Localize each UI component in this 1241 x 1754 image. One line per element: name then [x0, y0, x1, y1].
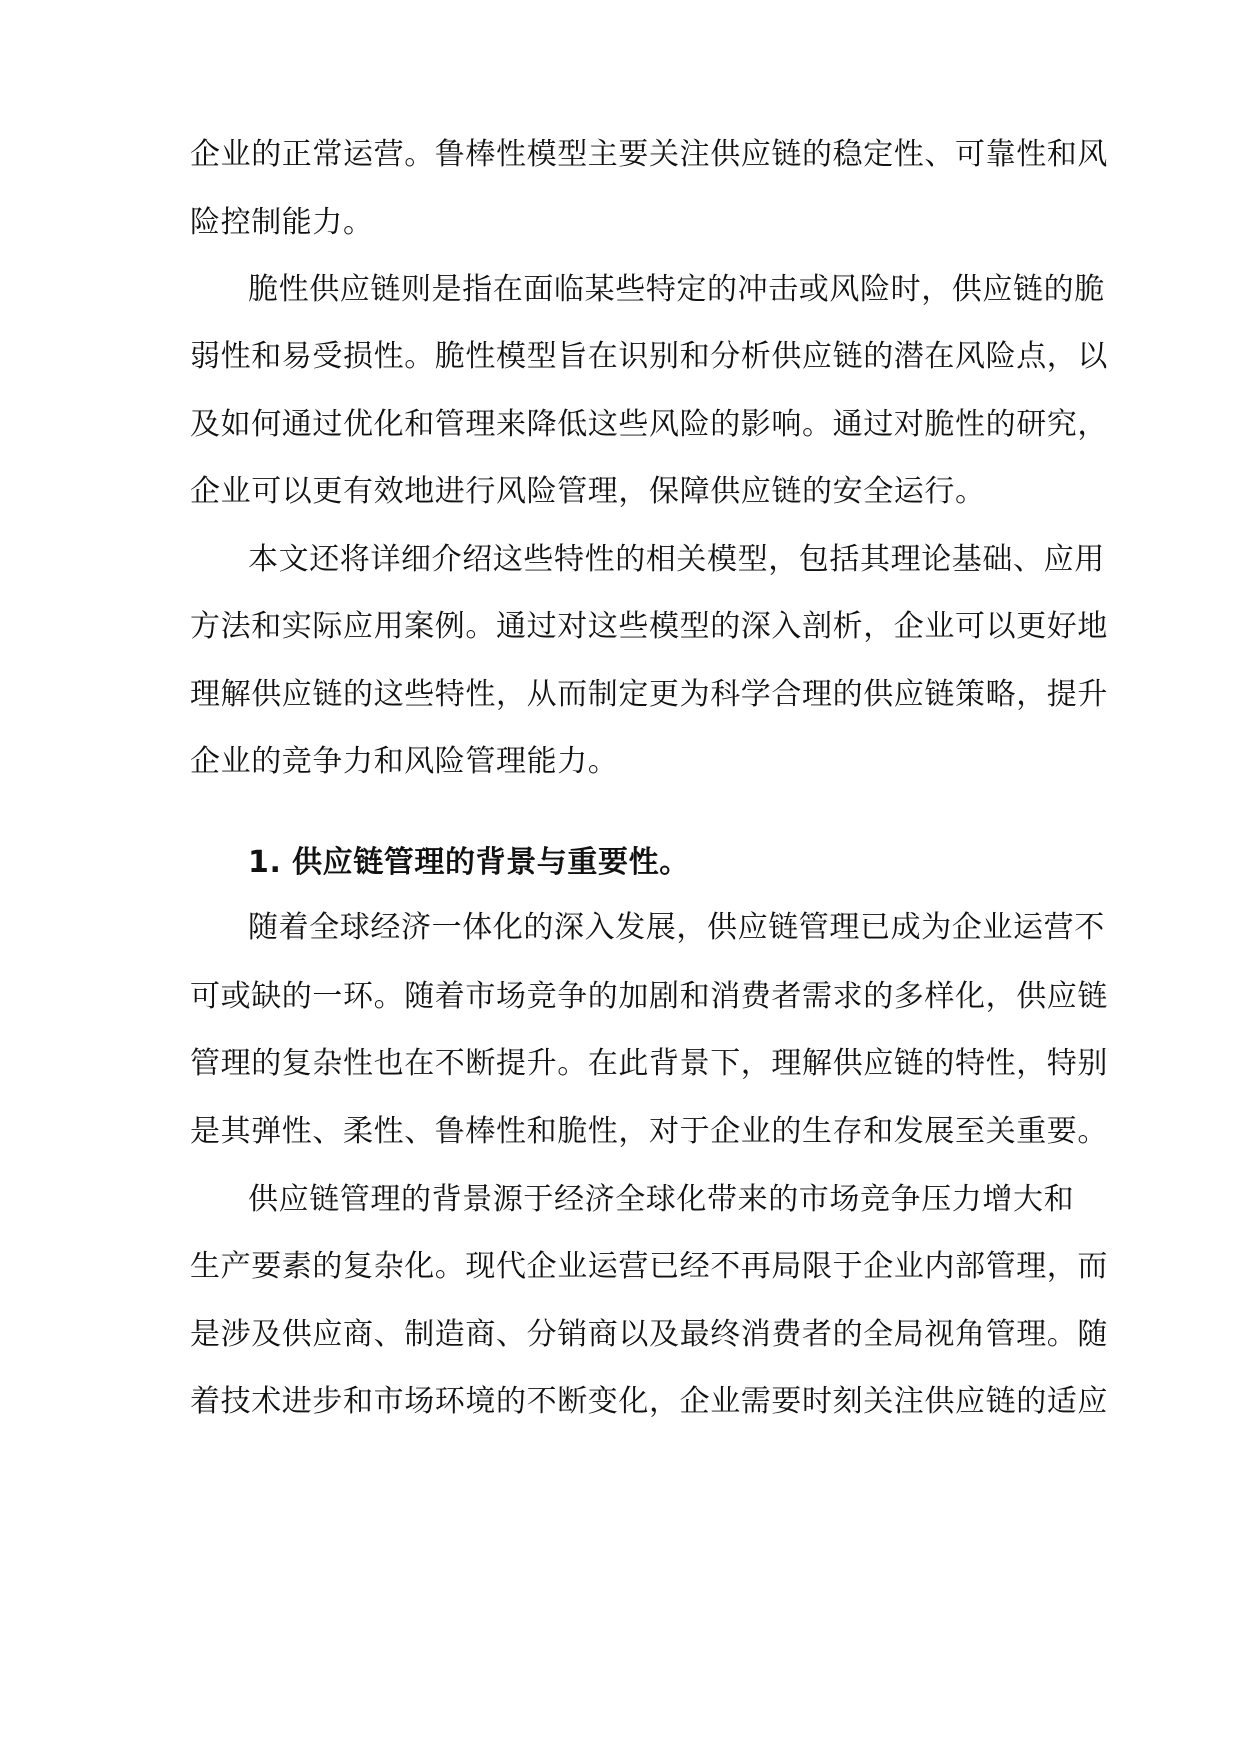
paragraph-4-line-3: 管理的复杂性也在不断提升。在此背景下，理解供应链的特性，特别 [190, 1046, 1108, 1081]
paragraph-2-line-4: 企业可以更有效地进行风险管理，保障供应链的安全运行。 [190, 474, 986, 509]
paragraph-5-line-2: 生产要素的复杂化。现代企业运营已经不再局限于企业内部管理，而 [190, 1249, 1108, 1284]
paragraph-2-line-1: 脆性供应链则是指在面临某些特定的冲击或风险时，供应链的脆 [248, 272, 1105, 307]
section-number: 1. [248, 845, 282, 880]
paragraph-3-line-1: 本文还将详细介绍这些特性的相关模型，包括其理论基础、应用 [248, 542, 1105, 577]
paragraph-4-line-2: 可或缺的一环。随着市场竞争的加剧和消费者需求的多样化，供应链 [190, 979, 1108, 1014]
paragraph-4-line-4: 是其弹性、柔性、鲁棒性和脆性，对于企业的生存和发展至关重要。 [190, 1114, 1108, 1149]
paragraph-5-line-1: 供应链管理的背景源于经济全球化带来的市场竞争压力增大和 [248, 1182, 1075, 1217]
paragraph-3-line-4: 企业的竞争力和风险管理能力。 [190, 744, 619, 779]
paragraph-5-line-4: 着技术进步和市场环境的不断变化，企业需要时刻关注供应链的适应 [190, 1384, 1108, 1419]
paragraph-3-line-2: 方法和实际应用案例。通过对这些模型的深入剖析，企业可以更好地 [190, 609, 1108, 644]
paragraph-4-line-1: 随着全球经济一体化的深入发展，供应链管理已成为企业运营不 [248, 910, 1105, 945]
paragraph-2-line-3: 及如何通过优化和管理来降低这些风险的影响。通过对脆性的研究， [190, 407, 1108, 442]
section-heading [248, 843, 690, 883]
paragraph-1-line-2: 险控制能力。 [190, 205, 374, 240]
paragraph-5-line-3: 是涉及供应商、制造商、分销商以及最终消费者的全局视角管理。随 [190, 1317, 1108, 1352]
paragraph-3-line-3: 理解供应链的这些特性，从而制定更为科学合理的供应链策略，提升 [190, 677, 1108, 712]
section-title: 供应链管理的背景与重要性。 [292, 845, 690, 880]
paragraph-2-line-2: 弱性和易受损性。脆性模型旨在识别和分析供应链的潜在风险点，以 [190, 339, 1108, 374]
paragraph-1-line-1: 企业的正常运营。鲁棒性模型主要关注供应链的稳定性、可靠性和风 [190, 137, 1108, 172]
